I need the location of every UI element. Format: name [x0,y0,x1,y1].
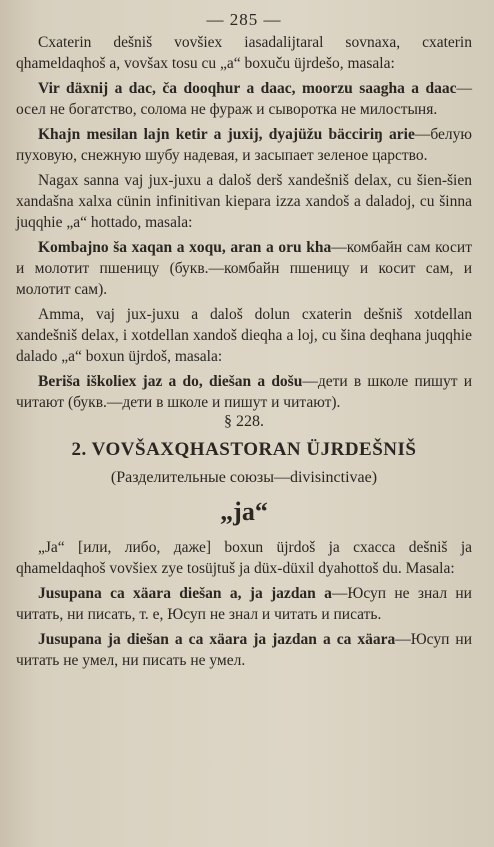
section-subtitle: (Разделительные союзы—divisinctivae) [110,469,378,486]
example-1-translation: —осел не богатство, солома не фураж и сыворотка не милостыня. [16,80,472,118]
example-2 [16,124,472,166]
page-number: — 285 — [206,10,282,29]
example-6-translation: —Юсуп ни читать не умел, ни писать не умел. [16,631,472,669]
example-6-source: Jusupana ja diešan a ca xäara ja jazdan a ca xäara [38,631,396,648]
paragraph-4: „Ja“ [или, либо, даже] boxun üjrdoš ja cxacca dešniš ja qhameldaqhoš vovšiex zye tosüjtuš ja düx-düxil dyahottoš du. Masala: [16,539,472,577]
section-title: 2. VOVŠAXQHASTORAN ÜJRDEŠNIŠ [71,439,417,460]
example-6 [16,629,472,671]
example-5-source: Jusupana ca xäara diešan a, ja jazdan a [38,585,332,602]
example-2-translation: —белую пуховую, снежную шубу надевая, и засыпает зеленое царство. [16,126,472,164]
example-2-source: Khajn mesilan lajn ketir a juxij, dyajüžu bäcciriŋ arie [38,126,415,143]
paragraph-3: Amma, vaj jux-juxu a daloš dolun cxaterin dešniš xotdellan xandešniš delax, i xotdellan xandoš dieqha a loj, cu šina deqhana juqqhie dalado „a“ boxun üjrdoš, masala: [16,306,472,365]
paragraph-1: Cxaterin dešniš vovšiex iasadalijtaral sovnaxa, cxaterin qhameldaqhoš a, vovšax tosu cu „a“ boxuču üjrdešo, masala: [16,34,472,72]
paragraph-2: Nagax sanna vaj jux-juxu a daloš derš xandešniš delax, cu šien-šien xandašna xalxa cünin infinitivan kiepara izza xandoš a daladoj, cu šinna juqqhie „a“ hottado, masala: [16,172,472,231]
example-3-source: Kombajno ša xaqan a xoqu, aran a oru kha [38,239,332,256]
keyword-heading: „ja“ [220,497,268,526]
section-number: § 228. [224,413,264,430]
example-4-source: Beriša iškoliex jaz a do, diešan a došu [38,373,303,390]
example-5-translation: —Юсуп не знал ни читать, ни писать, т. е, Юсуп не знал и читать и писать. [16,585,472,623]
example-3 [16,237,472,300]
example-4 [16,371,472,413]
example-4-translation: —дети в школе пишут и читают (букв.—дети в школе и пишут и читают). [16,373,472,411]
example-1-source: Vir däxnij a dac, ča dooqhur a daac, moorzu saagha a daac [38,80,457,97]
example-1 [16,78,472,120]
example-5 [16,583,472,625]
example-3-translation: —комбайн сам косит и молотит пшеницу (букв.—комбайн пшеницу и косит сам, и молотит сам). [16,239,473,298]
